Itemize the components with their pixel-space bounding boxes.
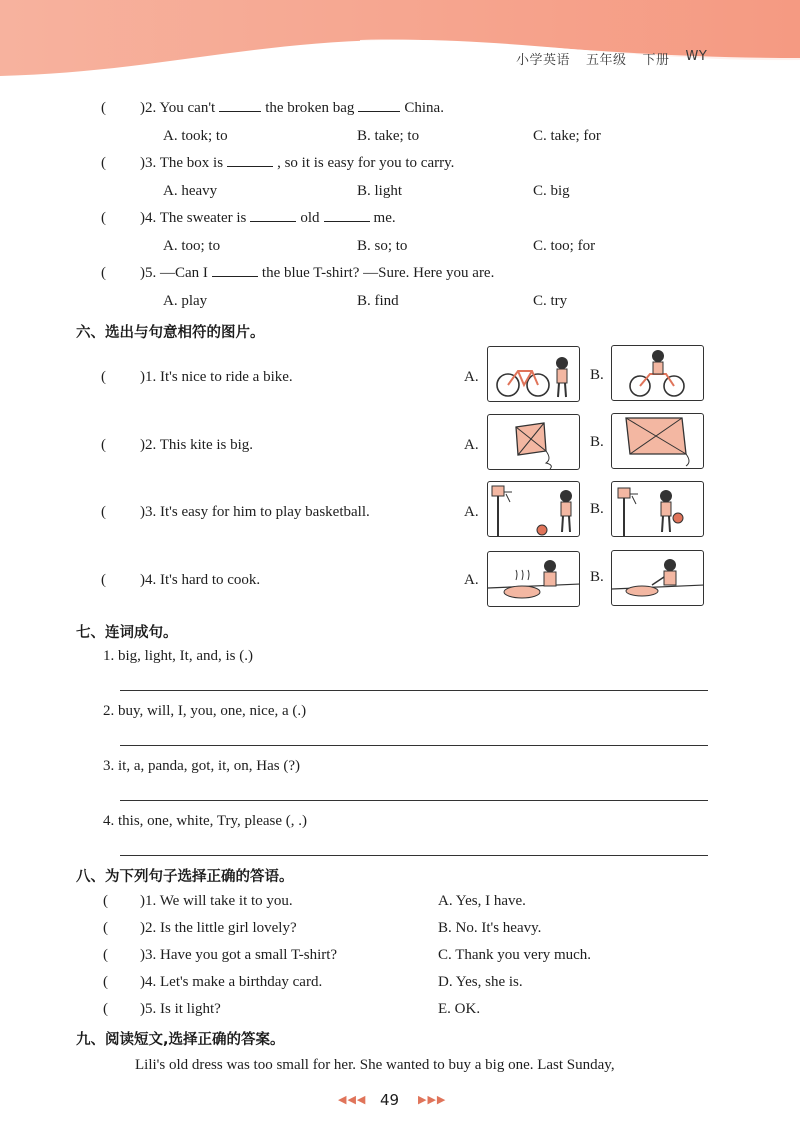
answer-paren[interactable]: ( [101, 210, 106, 226]
bike-riding-picture[interactable] [611, 345, 704, 401]
answer-paren[interactable]: ( [103, 947, 108, 963]
question-text: )3. The box is , so it is easy for you to carry. [140, 155, 455, 171]
answer-paren[interactable]: ( [101, 504, 106, 520]
part8-title: 八、为下列句子选择正确的答语。 [76, 869, 294, 885]
header-banner [0, 0, 800, 82]
answer-paren[interactable]: ( [101, 155, 106, 171]
word-scramble-1: 1. big, light, It, and, is (.) [103, 648, 253, 664]
option-b: B. take; to [357, 128, 420, 144]
option-c: C. take; for [533, 128, 601, 144]
prev-arrows-icon: ◀◀◀ [338, 1093, 367, 1106]
part9-title: 九、阅读短文,选择正确的答案。 [76, 1032, 285, 1048]
subject-label: 小学英语 [516, 53, 571, 68]
question-text: )5. —Can I the blue T-shirt? —Sure. Here you are. [140, 265, 495, 281]
answer-line[interactable] [120, 855, 708, 856]
match-question: )5. Is it light? [140, 1001, 221, 1017]
edition-label: WY [685, 49, 708, 64]
blank [358, 110, 400, 112]
option-c: C. try [533, 293, 568, 309]
match-answer: B. No. It's heavy. [438, 920, 542, 936]
part6-title: 六、选出与句意相符的图片。 [76, 325, 265, 341]
volume-label: 下册 [642, 53, 670, 68]
answer-paren[interactable]: ( [103, 920, 108, 936]
word-scramble-3: 3. it, a, panda, got, it, on, Has (?) [103, 758, 301, 774]
blank [212, 275, 258, 277]
answer-paren[interactable]: ( [103, 893, 108, 909]
option-b: B. so; to [357, 238, 408, 254]
picture-option-b: B. [590, 569, 604, 585]
option-b: B. light [357, 183, 403, 199]
word-scramble-2: 2. buy, will, I, you, one, nice, a (.) [103, 703, 307, 719]
word-scramble-4: 4. this, one, white, Try, please (, .) [103, 813, 308, 829]
basketball-picture-a[interactable] [487, 481, 580, 537]
question-text: )3. It's easy for him to play basketball. [140, 504, 370, 520]
cooking-picture-a[interactable] [487, 551, 580, 607]
option-c: C. too; for [533, 238, 596, 254]
reading-passage: Lili's old dress was too small for her. She wanted to buy a big one. Last Sunday, [135, 1057, 615, 1073]
answer-paren[interactable]: ( [101, 369, 106, 385]
picture-option-a: A. [464, 437, 479, 453]
picture-option-a: A. [464, 504, 479, 520]
cooking-picture-b[interactable] [611, 550, 704, 606]
blank [227, 165, 273, 167]
option-c: C. big [533, 183, 570, 199]
blank [250, 220, 296, 222]
match-answer: D. Yes, she is. [438, 974, 523, 990]
page-number: 49 [380, 1091, 400, 1109]
blank [324, 220, 370, 222]
small-kite-picture[interactable] [487, 414, 580, 470]
match-question: )3. Have you got a small T-shirt? [140, 947, 338, 963]
answer-paren[interactable]: ( [101, 437, 106, 453]
answer-line[interactable] [120, 745, 708, 746]
answer-paren[interactable]: ( [103, 974, 108, 990]
blank [219, 110, 261, 112]
grade-label: 五年级 [586, 53, 627, 68]
answer-line[interactable] [120, 800, 708, 801]
answer-paren[interactable]: ( [103, 1001, 108, 1017]
picture-option-b: B. [590, 367, 604, 383]
match-answer: C. Thank you very much. [438, 947, 592, 963]
match-answer: A. Yes, I have. [438, 893, 526, 909]
option-a: A. play [163, 293, 208, 309]
option-b: B. find [357, 293, 399, 309]
match-question: )4. Let's make a birthday card. [140, 974, 323, 990]
answer-paren[interactable]: ( [101, 100, 106, 116]
option-a: A. too; to [163, 238, 221, 254]
next-arrows-icon: ▶▶▶ [418, 1093, 447, 1106]
option-a: A. took; to [163, 128, 228, 144]
question-text: )4. It's hard to cook. [140, 572, 261, 588]
answer-line[interactable] [120, 690, 708, 691]
basketball-picture-b[interactable] [611, 481, 704, 537]
big-kite-picture[interactable] [611, 413, 704, 469]
picture-option-a: A. [464, 369, 479, 385]
header-info [516, 49, 707, 68]
question-text: )4. The sweater is old me. [140, 210, 396, 226]
part7-title: 七、连词成句。 [76, 625, 178, 641]
picture-option-a: A. [464, 572, 479, 588]
question-text: )2. You can't the broken bag China. [140, 100, 444, 116]
question-text: )1. It's nice to ride a bike. [140, 369, 293, 385]
answer-paren[interactable]: ( [101, 572, 106, 588]
match-question: )2. Is the little girl lovely? [140, 920, 297, 936]
question-text: )2. This kite is big. [140, 437, 254, 453]
picture-option-b: B. [590, 501, 604, 517]
match-answer: E. OK. [438, 1001, 481, 1017]
answer-paren[interactable]: ( [101, 265, 106, 281]
picture-option-b: B. [590, 434, 604, 450]
match-question: )1. We will take it to you. [140, 893, 293, 909]
option-a: A. heavy [163, 183, 218, 199]
bike-picture[interactable] [487, 346, 580, 402]
